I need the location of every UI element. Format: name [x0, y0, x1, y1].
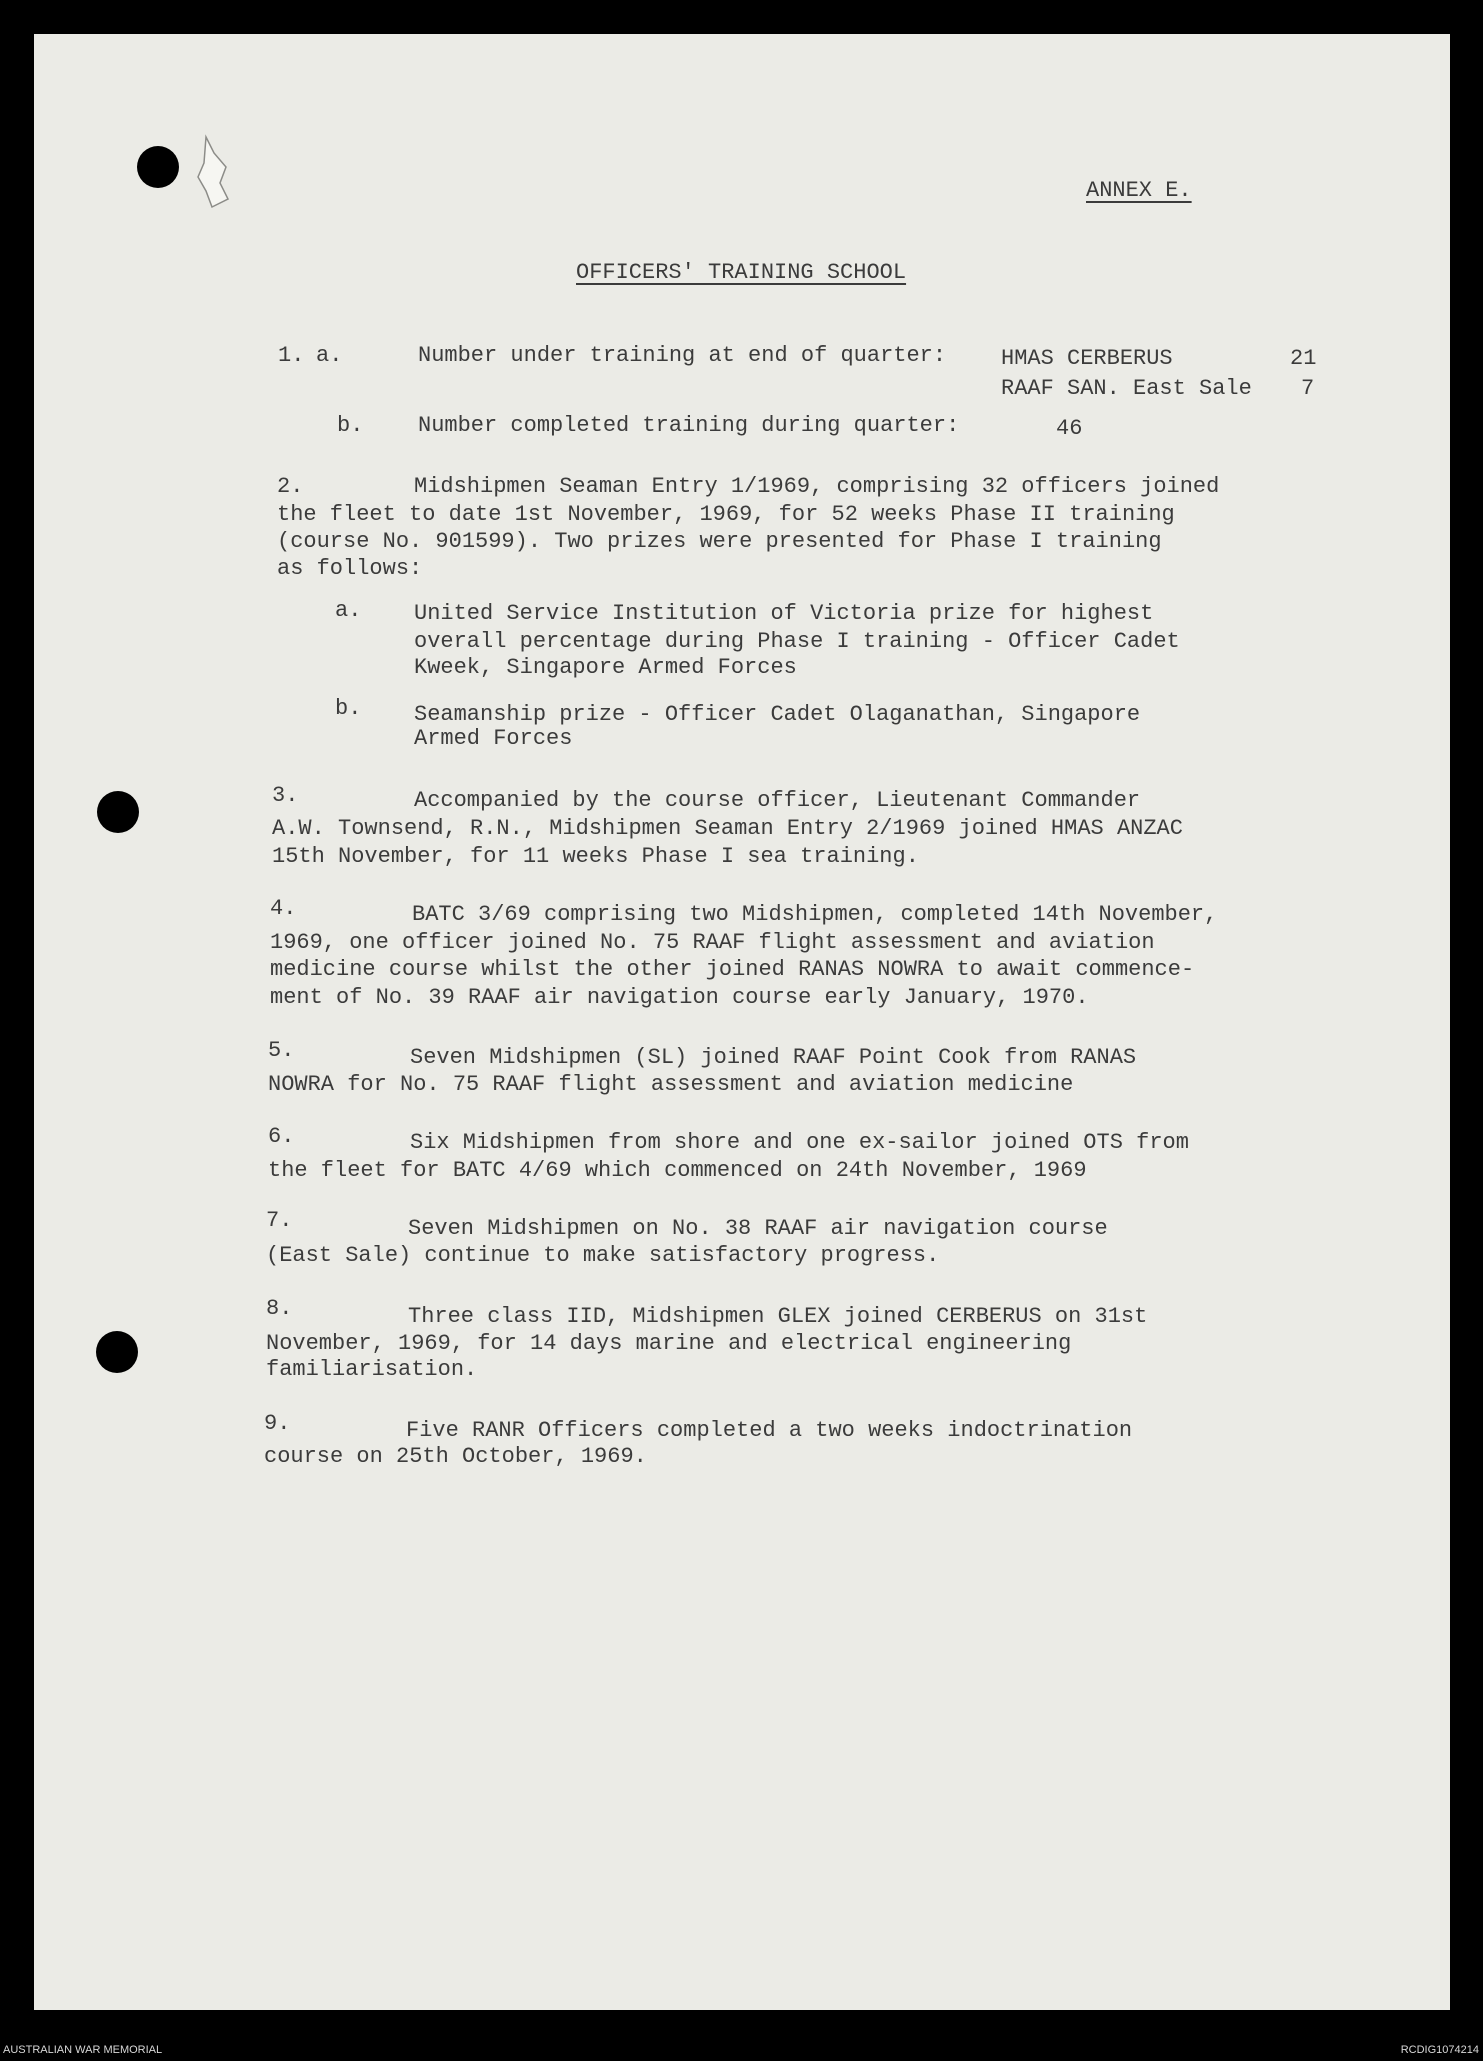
paragraph-line: the fleet for BATC 4/69 which commenced on 24th November, 1969 — [268, 1158, 1087, 1183]
paragraph-line: A.W. Townsend, R.N., Midshipmen Seaman Entry 2/1969 joined HMAS ANZAC — [272, 816, 1183, 841]
count-value: 7 — [1301, 376, 1315, 401]
paragraph-line: Six Midshipmen from shore and one ex-sailor joined OTS from — [410, 1130, 1189, 1155]
sub-item-label: a. — [335, 598, 362, 623]
paragraph-line: Seven Midshipmen (SL) joined RAAF Point Cook from RANAS — [410, 1045, 1137, 1070]
record-id: RCDIG1074214 — [1400, 2044, 1479, 2056]
item-number: 6. — [268, 1124, 295, 1149]
location-name: RAAF SAN. East Sale — [1001, 376, 1252, 401]
paragraph-line: familiarisation. — [266, 1357, 478, 1382]
item-number: 8. — [266, 1296, 293, 1321]
sub-item-label: b. — [337, 413, 364, 438]
page-title: OFFICERS' TRAINING SCHOOL — [576, 260, 907, 285]
paragraph-line: (East Sale) continue to make satisfactory progress. — [266, 1243, 940, 1268]
paragraph-line: ment of No. 39 RAAF air navigation course early January, 1970. — [270, 985, 1089, 1010]
paragraph-line: Three class IID, Midshipmen GLEX joined CERBERUS on 31st — [408, 1304, 1148, 1329]
item-number: 7. — [266, 1208, 293, 1233]
punch-hole — [97, 791, 139, 833]
paragraph-line: United Service Institution of Victoria prize for highest — [414, 601, 1154, 626]
paragraph-line: 15th November, for 11 weeks Phase I sea training. — [272, 844, 919, 869]
punch-hole — [96, 1331, 138, 1373]
count-value: 46 — [1056, 416, 1083, 441]
paragraph-line: BATC 3/69 comprising two Midshipmen, completed 14th November, — [412, 902, 1218, 927]
item-number: 3. — [272, 783, 299, 808]
item-number: 1. — [278, 343, 305, 368]
annex-label: ANNEX E. — [1086, 178, 1192, 203]
paragraph-line: Armed Forces — [414, 726, 573, 751]
count-value: 21 — [1290, 346, 1317, 371]
archive-credit: AUSTRALIAN WAR MEMORIAL — [3, 2044, 163, 2056]
paragraph-line: (course No. 901599). Two prizes were presented for Phase I training — [277, 529, 1162, 554]
paragraph-line: Midshipmen Seaman Entry 1/1969, comprising 32 officers joined — [414, 474, 1220, 499]
item-text: Number under training at end of quarter: — [418, 343, 947, 368]
sub-item-label: a. — [316, 343, 343, 368]
item-number: 9. — [264, 1411, 291, 1436]
paragraph-line: Seven Midshipmen on No. 38 RAAF air navigation course — [408, 1216, 1108, 1241]
paragraph-line: course on 25th October, 1969. — [264, 1444, 647, 1469]
paragraph-line: as follows: — [277, 556, 423, 581]
paragraph-line: November, 1969, for 14 days marine and electrical engineering — [266, 1331, 1072, 1356]
document-page — [34, 34, 1450, 2010]
item-number: 4. — [270, 896, 297, 921]
paragraph-line: overall percentage during Phase I training - Officer Cadet — [414, 629, 1180, 654]
item-text: Number completed training during quarter: — [418, 413, 960, 438]
paragraph-line: 1969, one officer joined No. 75 RAAF flight assessment and aviation — [270, 930, 1155, 955]
item-number: 5. — [268, 1038, 295, 1063]
torn-paper-mark — [192, 133, 236, 211]
paragraph-line: Accompanied by the course officer, Lieutenant Commander — [414, 788, 1141, 813]
paragraph-line: NOWRA for No. 75 RAAF flight assessment and aviation medicine — [268, 1072, 1074, 1097]
punch-hole — [137, 146, 179, 188]
location-name: HMAS CERBERUS — [1001, 346, 1173, 371]
paragraph-line: Five RANR Officers completed a two weeks indoctrination — [406, 1418, 1133, 1443]
paragraph-line: medicine course whilst the other joined RANAS NOWRA to await commence- — [270, 957, 1195, 982]
paragraph-line: Kweek, Singapore Armed Forces — [414, 655, 797, 680]
paragraph-line: Seamanship prize - Officer Cadet Olaganathan, Singapore — [414, 702, 1141, 727]
item-number: 2. — [277, 474, 304, 499]
paragraph-line: the fleet to date 1st November, 1969, for 52 weeks Phase II training — [277, 502, 1175, 527]
sub-item-label: b. — [335, 696, 362, 721]
